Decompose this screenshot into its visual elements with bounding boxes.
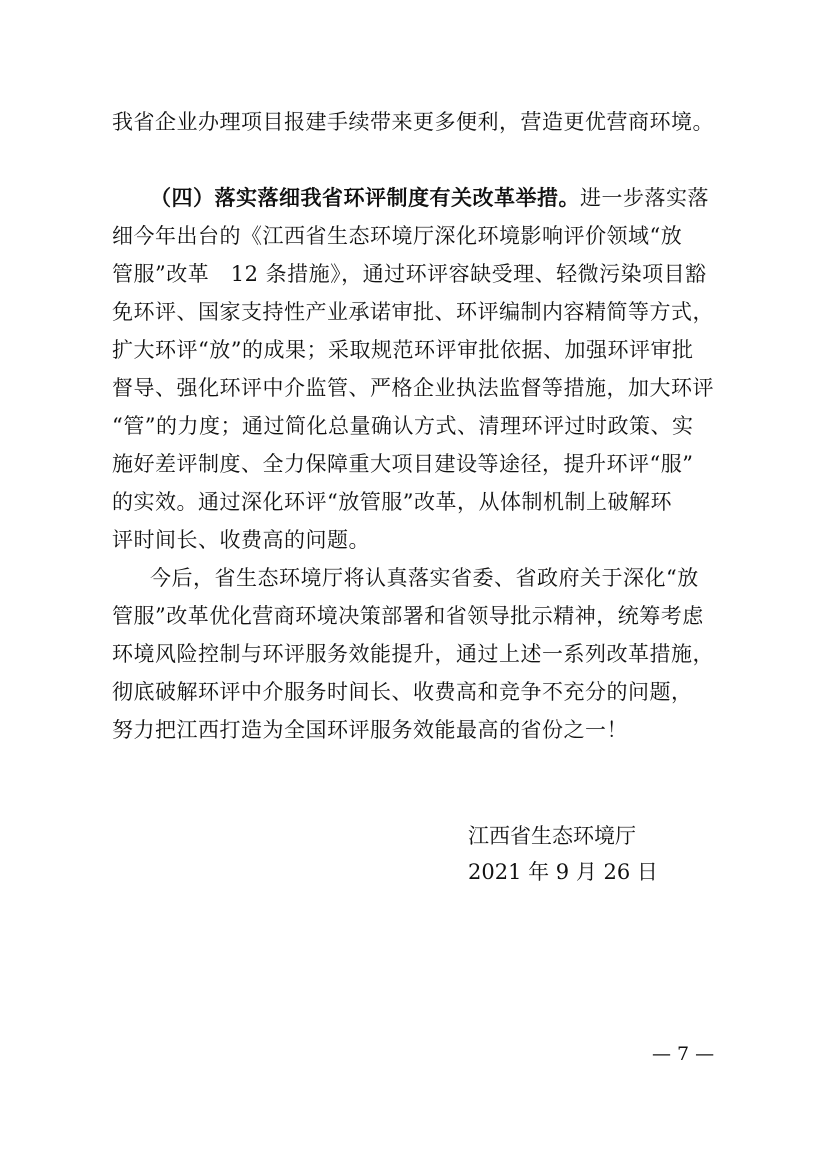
section-4-line: 督导、强化环评中介监管、严格企业执法监督等措施，加大环评: [112, 376, 714, 400]
section-4-line: 扩大环评“放”的成果；采取规范环评审批依据、加强环评审批: [112, 338, 694, 362]
intro-paragraph-line: 我省企业办理项目报建手续带来更多便利，营造更优营商环境。: [112, 110, 714, 134]
closing-paragraph-line: 今后，省生态环境厅将认真落实省委、省政府关于深化“放: [150, 566, 699, 590]
section-4-line: 管服”改革 12 条措施》，通过环评容缺受理、轻微污染项目豁: [112, 262, 707, 286]
closing-paragraph-line: 管服”改革优化营商环境决策部署和省领导批示精神，统筹考虑: [112, 604, 704, 628]
section-4-heading: （四）落实落细我省环评制度有关改革举措。: [150, 185, 580, 210]
section-4-line: 免环评、国家支持性产业承诺审批、环评编制内容精简等方式，: [112, 300, 714, 324]
section-4-line: “管”的力度；通过简化总量确认方式、清理环评过时政策、实: [112, 414, 694, 438]
section-4-line: 进一步落实落: [580, 186, 709, 210]
section-4-line: 细今年出台的《江西省生态环境厅深化环境影响评价领域“放: [112, 224, 683, 248]
section-4-first-line: [150, 184, 709, 212]
signature-date: 2021 年 9 月 26 日: [468, 860, 658, 884]
section-4-line: 施好差评制度、全力保障重大项目建设等途径，提升环评“服”: [112, 452, 694, 476]
closing-paragraph-line: 环境风险控制与环评服务效能提升，通过上述一系列改革措施，: [112, 642, 714, 666]
section-4-line: 的实效。通过深化环评“放管服”改革，从体制机制上破解环: [112, 490, 672, 514]
closing-paragraph-line: 彻底破解环评中介服务时间长、收费高和竞争不充分的问题，: [112, 680, 693, 704]
section-4-line: 评时间长、收费高的问题。: [112, 528, 370, 552]
page-number: — 7 —: [652, 1043, 715, 1065]
closing-paragraph-line: 努力把江西打造为全国环评服务效能最高的省份之一！: [112, 718, 628, 742]
signature-organization: 江西省生态环境厅: [468, 824, 636, 848]
